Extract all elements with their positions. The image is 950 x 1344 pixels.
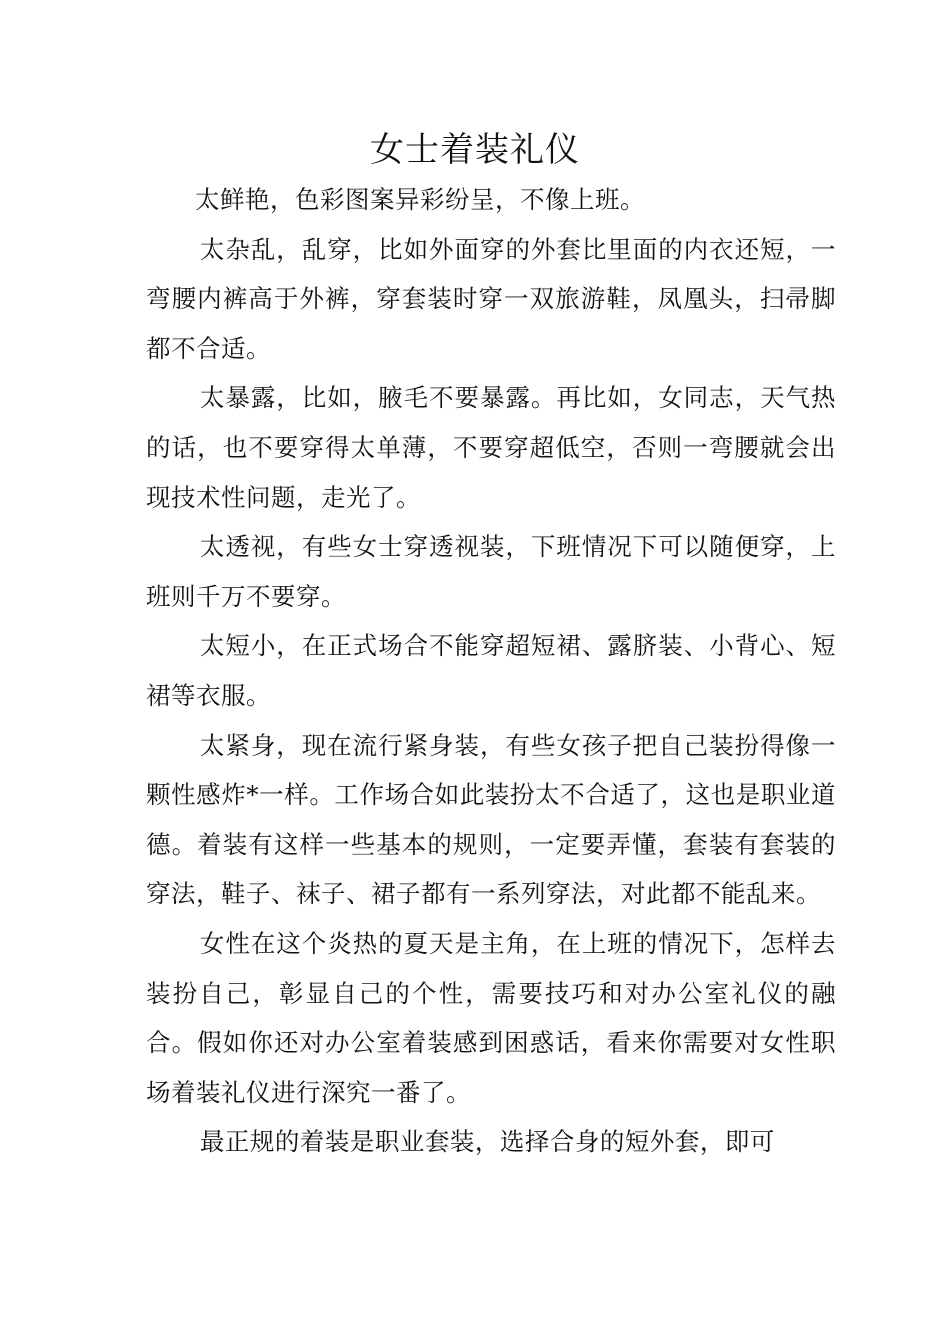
paragraph: 太紧身，现在流行紧身装，有些女孩子把自己装扮得像一颗性感炸*一样。工作场合如此装扮太不合适了，这也是职业道德。着装有这样一些基本的规则，一定要弄懂，套装有套装的穿法，鞋子、袜子、裙子都有一系列穿法，对此都不能乱来。	[146, 730, 836, 909]
paragraph: 太短小，在正式场合不能穿超短裙、露脐装、小背心、短裙等衣服。	[146, 631, 836, 710]
paragraph: 太鲜艳，色彩图案异彩纷呈，不像上班。	[195, 185, 645, 214]
paragraph: 太杂乱，乱穿，比如外面穿的外套比里面的内衣还短，一弯腰内裤高于外裤，穿套装时穿一双旅游鞋，凤凰头，扫帚脚都不合适。	[146, 234, 836, 363]
paragraph: 最正规的着装是职业套装，选择合身的短外套，即可	[199, 1127, 775, 1157]
document-title: 女士着装礼仪	[370, 130, 580, 170]
document-body	[146, 175, 836, 1167]
paragraph: 女性在这个炎热的夏天是主角，在上班的情况下，怎样去装扮自己，彰显自己的个性，需要技巧和对办公室礼仪的融合。假如你还对办公室着装感到困惑话，看来你需要对女性职场着装礼仪进行深究一番了。	[146, 928, 836, 1107]
paragraph: 太暴露，比如，腋毛不要暴露。再比如，女同志，天气热的话，也不要穿得太单薄，不要穿超低空，否则一弯腰就会出现技术性问题，走光了。	[146, 383, 836, 512]
paragraph: 太透视，有些女士穿透视装，下班情况下可以随便穿，上班则千万不要穿。	[146, 532, 836, 611]
